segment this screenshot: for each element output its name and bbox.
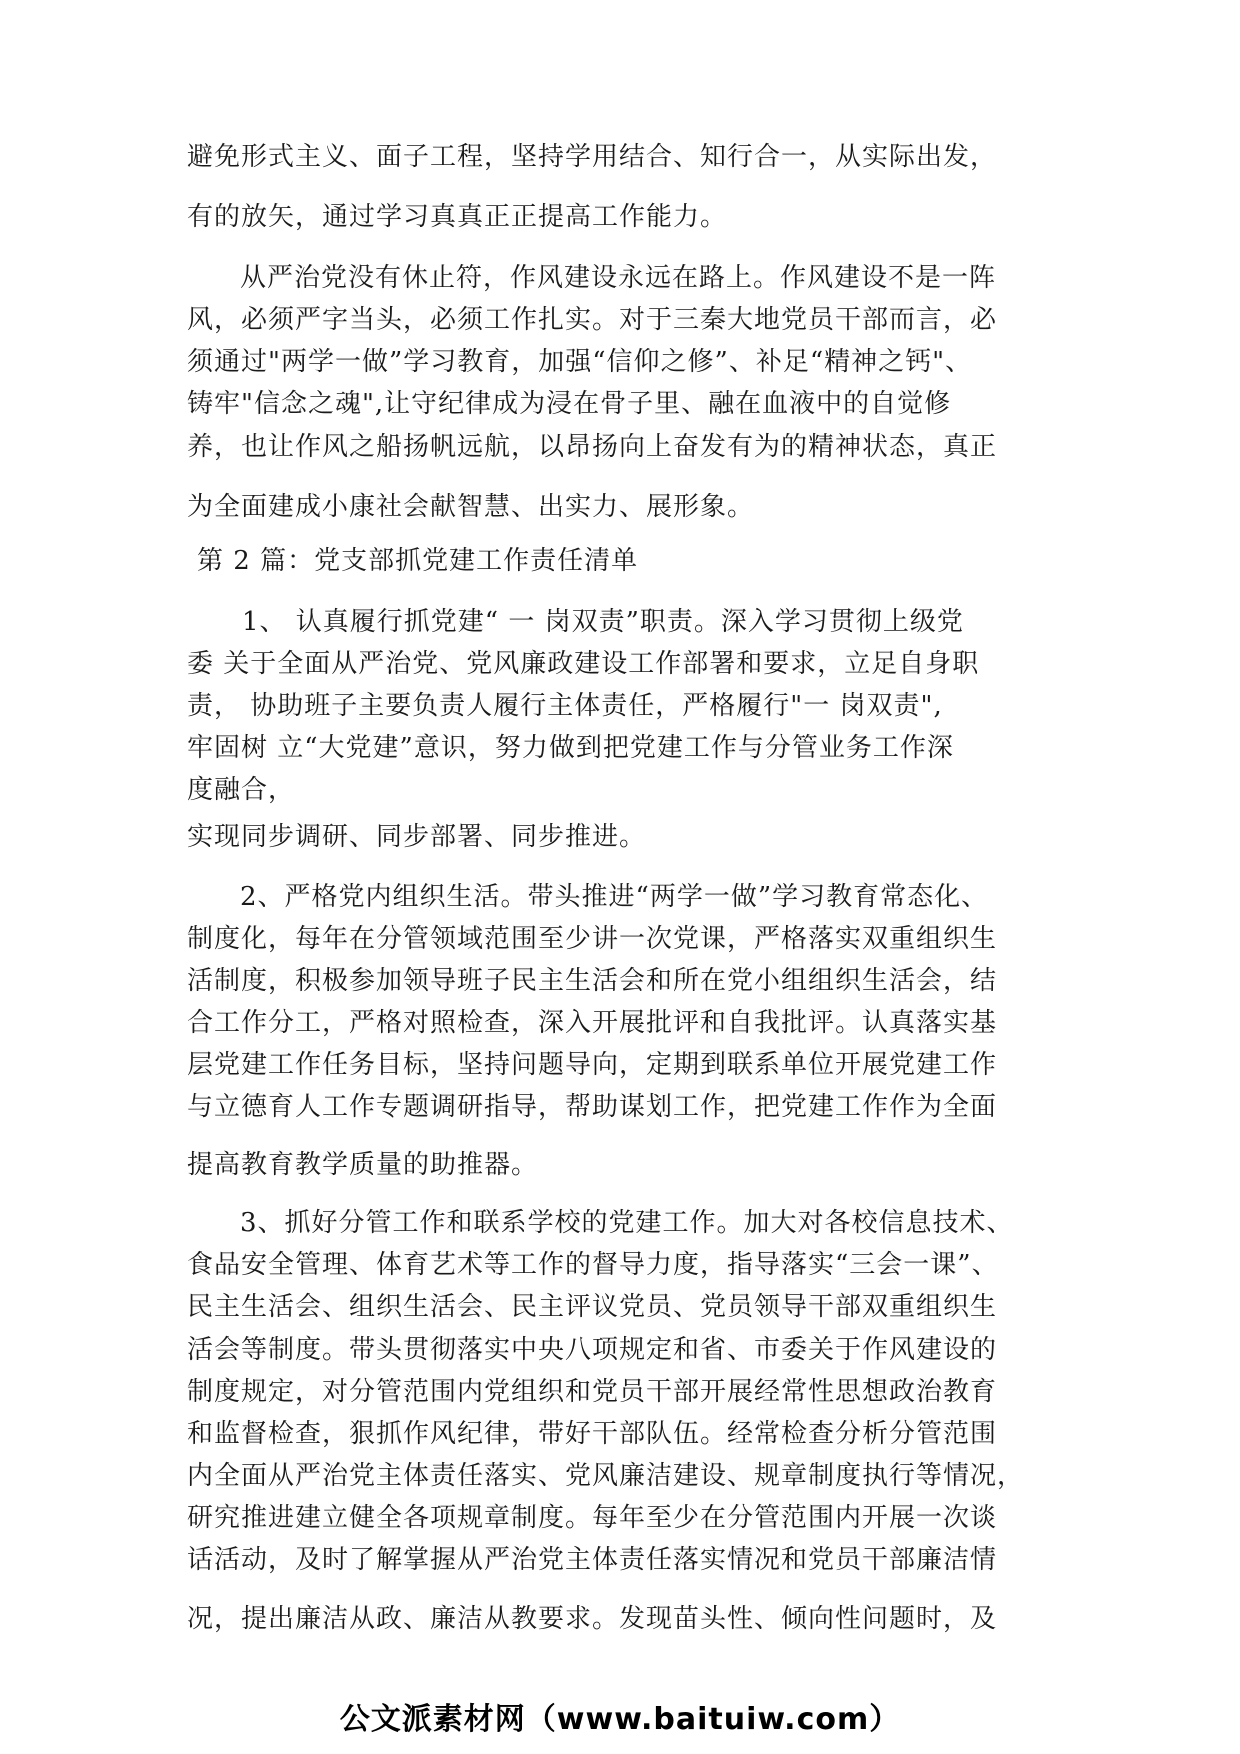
text-line: 研究推进建立健全各项规章制度。每年至少在分管范围内开展一次谈 — [187, 1503, 998, 1533]
text-line: 2、严格党内组织生活。带头推进“两学一做”学习教育常态化、 — [240, 882, 989, 912]
text-line: 须通过"两学一做”学习教育，加强“信仰之修”、补足“精神之钙"、 — [187, 347, 973, 377]
text-line: 况，提出廉洁从政、廉洁从教要求。发现苗头性、倾向性问题时，及 — [187, 1604, 998, 1634]
text-line: 风，必须严字当头，必须工作扎实。对于三秦大地党员干部而言，必 — [187, 305, 998, 335]
text-line: 制度化，每年在分管领域范围至少讲一次党课，严格落实双重组织生 — [187, 924, 998, 954]
text-line: 合工作分工，严格对照检查，深入开展批评和自我批评。认真落实基 — [187, 1008, 998, 1038]
text-line: 与立德育人工作专题调研指导，帮助谋划工作，把党建工作作为全面 — [187, 1092, 998, 1122]
text-line: 为全面建成小康社会献智慧、出实力、展形象。 — [187, 492, 755, 522]
text-line: 有的放矢，通过学习真真正正提高工作能力。 — [187, 202, 728, 232]
text-line: 铸牢"信念之魂",让守纪律成为浸在骨子里、融在血液中的自觉修 — [187, 389, 952, 419]
text-line: 制度规定，对分管范围内党组织和党员干部开展经常性思想政治教育 — [187, 1377, 998, 1407]
text-line: 活会等制度。带头贯彻落实中央八项规定和省、市委关于作风建设的 — [187, 1335, 998, 1365]
text-line: 牢固树 立“大党建”意识，努力做到把党建工作与分管业务工作深 — [187, 733, 954, 763]
text-line: 话活动，及时了解掌握从严治党主体责任落实情况和党员干部廉洁情 — [187, 1545, 998, 1575]
text-line: 委 关于全面从严治党、党风廉政建设工作部署和要求，立足自身职 — [187, 649, 980, 679]
text-line: 避免形式主义、面子工程，坚持学用结合、知行合一，从实际出发， — [187, 142, 998, 172]
text-line: 责， 协助班子主要负责人履行主体责任，严格履行"一 岗双责", — [187, 691, 943, 721]
text-line: 内全面从严治党主体责任落实、党风廉洁建设、规章制度执行等情况， — [187, 1461, 1025, 1491]
footer-watermark: 公文派素材网（www.baituiw.com） — [339, 1702, 901, 1737]
text-line: 实现同步调研、同步部署、同步推进。 — [187, 822, 647, 852]
text-line: 度融合， — [187, 775, 296, 805]
text-line: 从严治党没有休止符，作风建设永远在路上。作风建设不是一阵 — [240, 263, 997, 293]
text-line: 民主生活会、组织生活会、民主评议党员、党员领导干部双重组织生 — [187, 1292, 998, 1322]
text-line: 和监督检查，狠抓作风纪律，带好干部队伍。经常检查分析分管范围 — [187, 1419, 998, 1449]
text-line: 1、 认真履行抓党建“ 一 岗双责”职责。深入学习贯彻上级党 — [242, 607, 964, 637]
text-line: 提高教育教学质量的助推器。 — [187, 1150, 539, 1180]
text-line: 食品安全管理、体育艺术等工作的督导力度，指导落实“三会一课”、 — [187, 1250, 999, 1280]
text-line: 养，也让作风之船扬帆远航，以昂扬向上奋发有为的精神状态，真正 — [187, 432, 998, 462]
text-line: 活制度，积极参加领导班子民主生活会和所在党小组组织生活会，结 — [187, 966, 998, 996]
section-heading: 第 2 篇：党支部抓党建工作责任清单 — [197, 546, 639, 576]
text-line: 3、抓好分管工作和联系学校的党建工作。加大对各校信息技术、 — [240, 1208, 1014, 1238]
text-line: 层党建工作任务目标，坚持问题导向，定期到联系单位开展党建工作 — [187, 1050, 998, 1080]
